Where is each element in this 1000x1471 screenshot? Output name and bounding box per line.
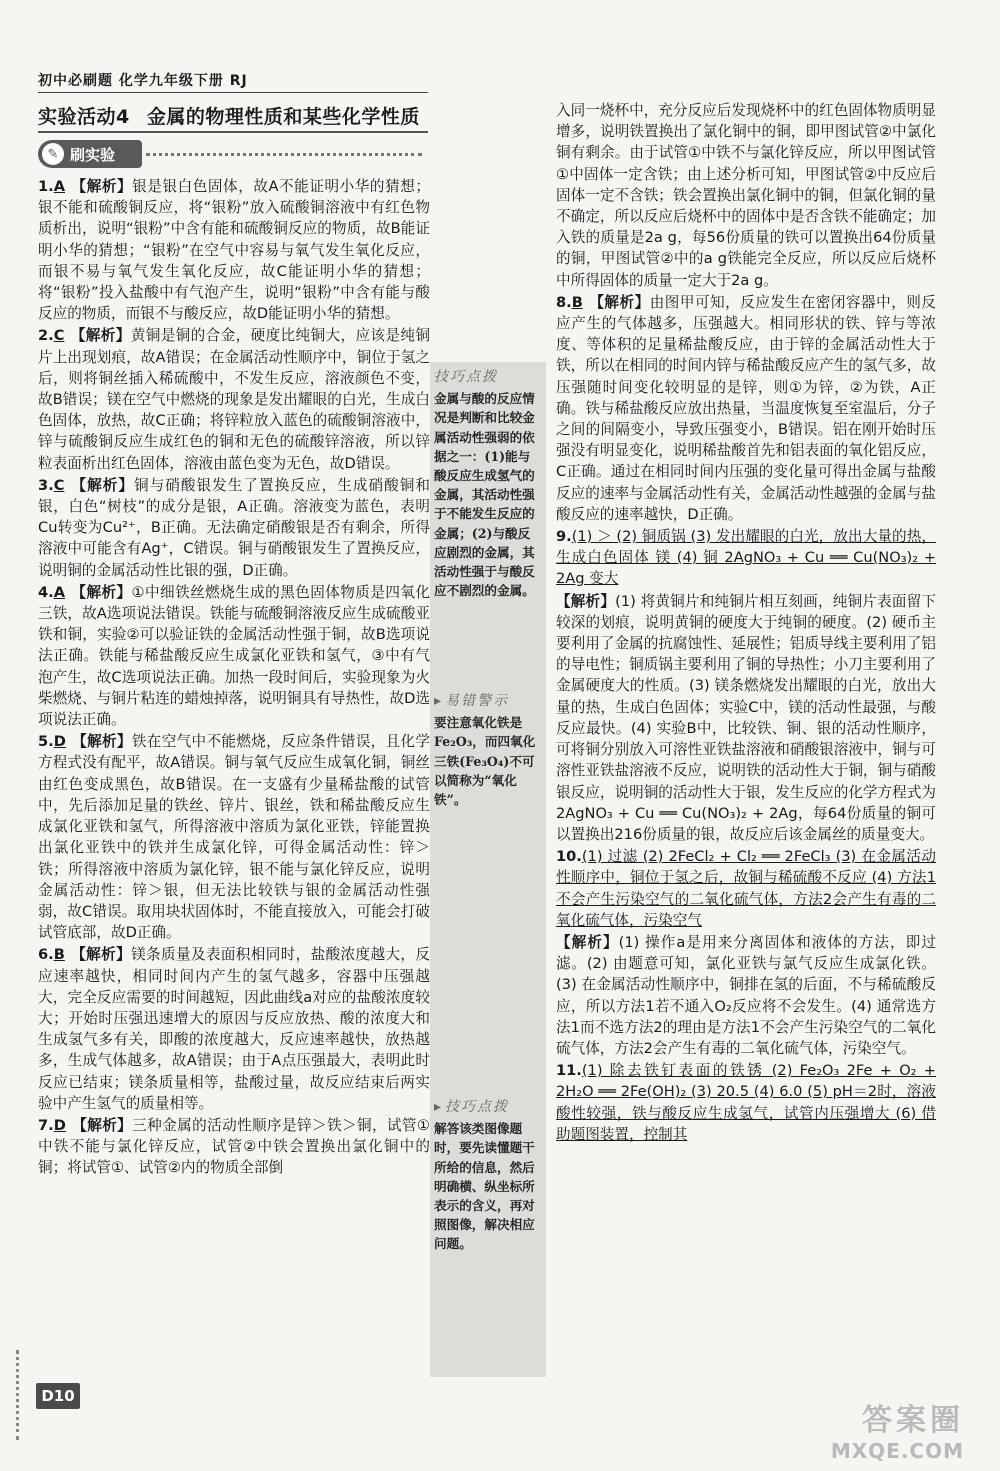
answer-item-2: 2.C 【解析】黄铜是铜的合金，硬度比纯铜大，应该是纯铜片上出现划痕，故A错误；在金属活动性顺序中，铜位于氢之后，则将铜丝插入稀硫酸中，不发生反应，溶液颜色不变，故B错误；镁在空气中燃烧的现象是发出耀眼的白光，生成白色固体，放热，故C正确；将锌粒放入蓝色的硫酸铜溶液中，锌与硫酸铜反应生成红色的铜和无色的硫酸锌溶液，所以锌粒表面析出红色固体，溶液由蓝色变为无色，故D错误。 xyxy=(38,327,430,472)
answer-item-1: 1.A 【解析】银是银白色固体，故A不能证明小华的猜想；银不能和硫酸铜反应，将“银粉”放入硫酸铜溶液中有红色物质析出，说明“银粉”中含有能和硫酸铜反应的物质，故B能证明小华的猜想；“银粉”在空气中容易与氧气发生氧化反应，而银不易与氧气发生氧化反应，故C能证明小华的猜想；将“银粉”投入盐酸中有气泡产生，说明“银粉”中含有能与酸反应的物质，而银不与酸反应，故D能证明小华的猜想。 xyxy=(38,178,430,323)
tip-box-skill-1 xyxy=(434,368,542,600)
section-title-text: 金属的物理性质和某些化学性质 xyxy=(146,106,420,128)
answer-item-6: 6.B 【解析】镁条质量及表面积相同时，盐酸浓度越大，反应速率越快，相同时间内产生的氢气越多，容器中压强越大，完全反应需要的时间越短，因此曲线a对应的盐酸浓度较大；开始时压强迅速增大的原因与反应放热、酸的浓度大和生成氢气多有关，即酸的浓度越大，反应速率越快，放热越多，生成气体越多，故A错误；由于A点压强最大，表明此时反应已结束；镁条质量相等，盐酸过量，故反应结束后两实验中产生氢气的质量相等。 xyxy=(38,946,430,1112)
arrow-icon: ▸ xyxy=(434,693,444,709)
tip-text: 解答该类图像题时，要先读懂题干所给的信息，然后明确横、纵坐标所表示的含义，再对照图像，解决相应问题。 xyxy=(434,1121,535,1252)
watermark-logo xyxy=(831,1395,964,1463)
answer-item-10: 10.(1) 过滤 (2) 2FeCl₂ + Cl₂ ══ 2FeCl₃ (3) 在金属活动性顺序中，铜位于氢之后，故铜与稀硫酸不反应 (4) 方法1不会产生污染空气的二氧化硫气体，方法2会产生有毒的二氧化硫气体，污染空气 xyxy=(556,848,936,929)
answer-item-9: 9.(1) ＞ (2) 铜质锅 (3) 发出耀眼的白光，放出大量的热，生成白色固体 镁 (4) 铜 2AgNO₃ + Cu ══ Cu(NO₃)₂ + 2Ag 变大 xyxy=(556,528,936,588)
title-rule xyxy=(38,131,428,133)
answer-item-11: 11.(1) 除去铁钉表面的铁锈 (2) Fe₂O₃ 2Fe + O₂ + 2H₂O ══ 2Fe(OH)₂ (3) 20.5 (4) 6.0 (5) pH＝2时，溶液酸性较强，铁与酸反应生成氢气，试管内压强增大 (6) 借助题图装置，控制其 xyxy=(556,1062,936,1143)
answer-item-8: 8.B 【解析】由图甲可知，反应发生在密闭容器中，则反应产生的气体越多，压强越大。相同形状的铁、锌与等浓度、等体积的足量稀盐酸反应，由于锌的金属活动性大于铁，所以在相同的时间内锌与稀盐酸反应产生的氢气多，故压强随时间变化较明显的是锌，则①为锌，②为铁，A正确。铁与稀盐酸反应放出热量，当温度恢复至室温后，分子之间的间隔变小，导致压强变小，B错误。铝在刚开始时压强没有明显变化，说明稀盐酸首先和铝表面的氧化铝反应，C正确。通过在相同时间内压强的变化量可得出金属与盐酸反应的速率与金属活动性有关，金属活动性越强的金属与盐酸反应的速率越快，D正确。 xyxy=(556,293,936,523)
answer-item-4: 4.A 【解析】①中细铁丝燃烧生成的黑色固体物质是四氧化三铁，故A选项说法错误。铁能与硫酸铜溶液反应生成硫酸亚铁和铜，实验②可以验证铁的金属活动性强于铜，故B选项说法正确。铁能与稀盐酸反应生成氯化亚铁和氢气，③中有气泡产生，故C选项说法正确。加热一段时间后，实验现象为火柴燃烧、与铜片粘连的蜡烛掉落，说明铜具有导热性，故D选项说法正确。 xyxy=(38,583,430,729)
tip-text: 金属与酸的反应情况是判断和比较金属活动性强弱的依据之一：(1)能与酸反应生成氢气的金属，其活动性强于不能发生反应的金属；(2)与酸反应剧烈的金属，其活动性强于与酸反应不剧烈的金属。 xyxy=(434,391,535,599)
arrow-icon: ▸ xyxy=(434,1099,444,1115)
left-column xyxy=(38,176,430,1180)
right-column xyxy=(556,100,936,1146)
dotted-divider xyxy=(146,153,422,156)
practice-badge xyxy=(38,140,142,168)
answer-item-5: 5.D 【解析】铁在空气中不能燃烧，反应条件错误，且化学方程式没有配平，故A错误。铜与氧气反应生成氧化铜，铜丝由红色变成黑色，故B错误。在一支盛有少量稀盐酸的试管中，先后添加足量的铁丝、锌片、银丝，铁和稀盐酸反应生成氯化亚铁和氢气，所得溶液中溶质为氯化亚铁，锌能置换出氯化亚铁中的铁并生成氯化锌，可得金属活动性：锌＞铁；所得溶液中溶质为氯化锌，银不能与氯化锌反应，说明金属活动性：锌＞银，但无法比较铁与银的金属活动性强弱，故C错误。取用块状固体时，不能直接放入，可能会打破试管底部，故D正确。 xyxy=(38,733,430,942)
header-rule xyxy=(38,92,428,93)
tip-box-skill-2 xyxy=(434,1098,542,1254)
pencil-icon: ✎ xyxy=(42,143,64,165)
answer-item-7-cont: 入同一烧杯中，充分反应后发现烧杯中的红色固体物质明显增多，说明铁置换出了氯化铜中的铜，即甲图试管②中氯化铜有剩余。由于试管①中铁不与氯化锌反应，所以甲图试管①中固体一定含铁；由上述分析可知，甲图试管②中反应后固体一定不含铁；铁会置换出氯化铜中的铜，但氯化铜的量不确定，所以反应后烧杯中的固体中是否含铁不能确定；加入铁的质量是2a g，每56份质量的铁可以置换出64份质量的铜，甲图试管②中的a g铁能完全反应，所以反应后烧杯中所得固体的质量一定大于2a g。 xyxy=(556,102,936,289)
dotted-edge xyxy=(16,1350,19,1440)
tip-heading: 技巧点拨 xyxy=(434,369,498,385)
answer-item-7: 7.D 【解析】三种金属的活动性顺序是锌＞铁＞铜，试管①中铁不能与氯化锌反应，试管②中铁会置换出氯化铜中的铜；将试管①、试管②内的物质全部倒 xyxy=(38,1116,430,1177)
page-number: D10 xyxy=(36,1383,80,1409)
tip-heading: ▸ 技巧点拨 xyxy=(434,1099,510,1115)
running-header: 初中必刷题 化学九年级下册 RJ xyxy=(38,73,248,89)
watermark-text: 答案圈 xyxy=(862,1403,964,1438)
badge-label: 刷实验 xyxy=(70,145,116,164)
section-number: 实验活动4 xyxy=(38,106,130,128)
tip-text: 要注意氧化铁是Fe₂O₃，而四氧化三铁(Fe₃O₄)不可以简称为“氧化铁”。 xyxy=(434,715,536,808)
analysis-item-9: 【解析】(1) 将黄铜片和纯铜片相互刻画，纯铜片表面留下较深的划痕，说明黄铜的硬度大于纯铜的硬度。(2) 硬币主要利用了金属的抗腐蚀性、延展性；铝质导线主要利用了铝的导电性；铜质锅主要利用了铜的导热性；小刀主要利用了金属硬度大的性质。(3) 镁条燃烧发出耀眼的白光，放出大量的热，生成白色固体；实验C中，镁的活动性最强，与酸反应最快。(4) 实验B中，比较铁、铜、银的活动性顺序，可将铜分别放入可溶性亚铁盐溶液和硝酸银溶液中，铜与可溶性亚铁盐溶液不反应，说明铁的活动性大于铜，铜与硝酸银反应，说明铜的活动性大于银，发生反应的化学方程式为2AgNO₃ + Cu ══ Cu(NO₃)₂ + 2Ag，每64份质量的铜可以置换出216份质量的银，故反应后该金属丝的质量变大。 xyxy=(556,592,936,843)
tip-heading: ▸ 易错警示 xyxy=(434,693,510,709)
analysis-item-10: 【解析】(1) 操作a是用来分离固体和液体的方法，即过滤。(2) 由题意可知，氯化亚铁与氯气反应生成氯化铁。(3) 在金属活动性顺序中，铜排在氢的后面，不与稀硫酸反应，所以方法1若不通入O₂反应将不会发生。(4) 通常选方法1而不选方法2的理由是方法1不会产生污染空气的二氧化硫气体，方法2会产生有毒的二氧化硫气体，污染空气。 xyxy=(556,933,936,1057)
watermark-url: MXQE.COM xyxy=(830,1439,964,1463)
tip-box-warning xyxy=(434,692,542,809)
section-title xyxy=(38,102,420,129)
answer-item-3: 3.C 【解析】铜与硝酸银发生了置换反应，生成硝酸铜和银，白色“树枝”的成分是银，A正确。溶液变为蓝色，表明Cu转变为Cu²⁺，B正确。无法确定硝酸银是否有剩余，所得溶液中可能含有Ag⁺，C错误。铜与硝酸银发生了置换反应，说明铜的金属活动性比银的强，D正确。 xyxy=(38,476,430,579)
